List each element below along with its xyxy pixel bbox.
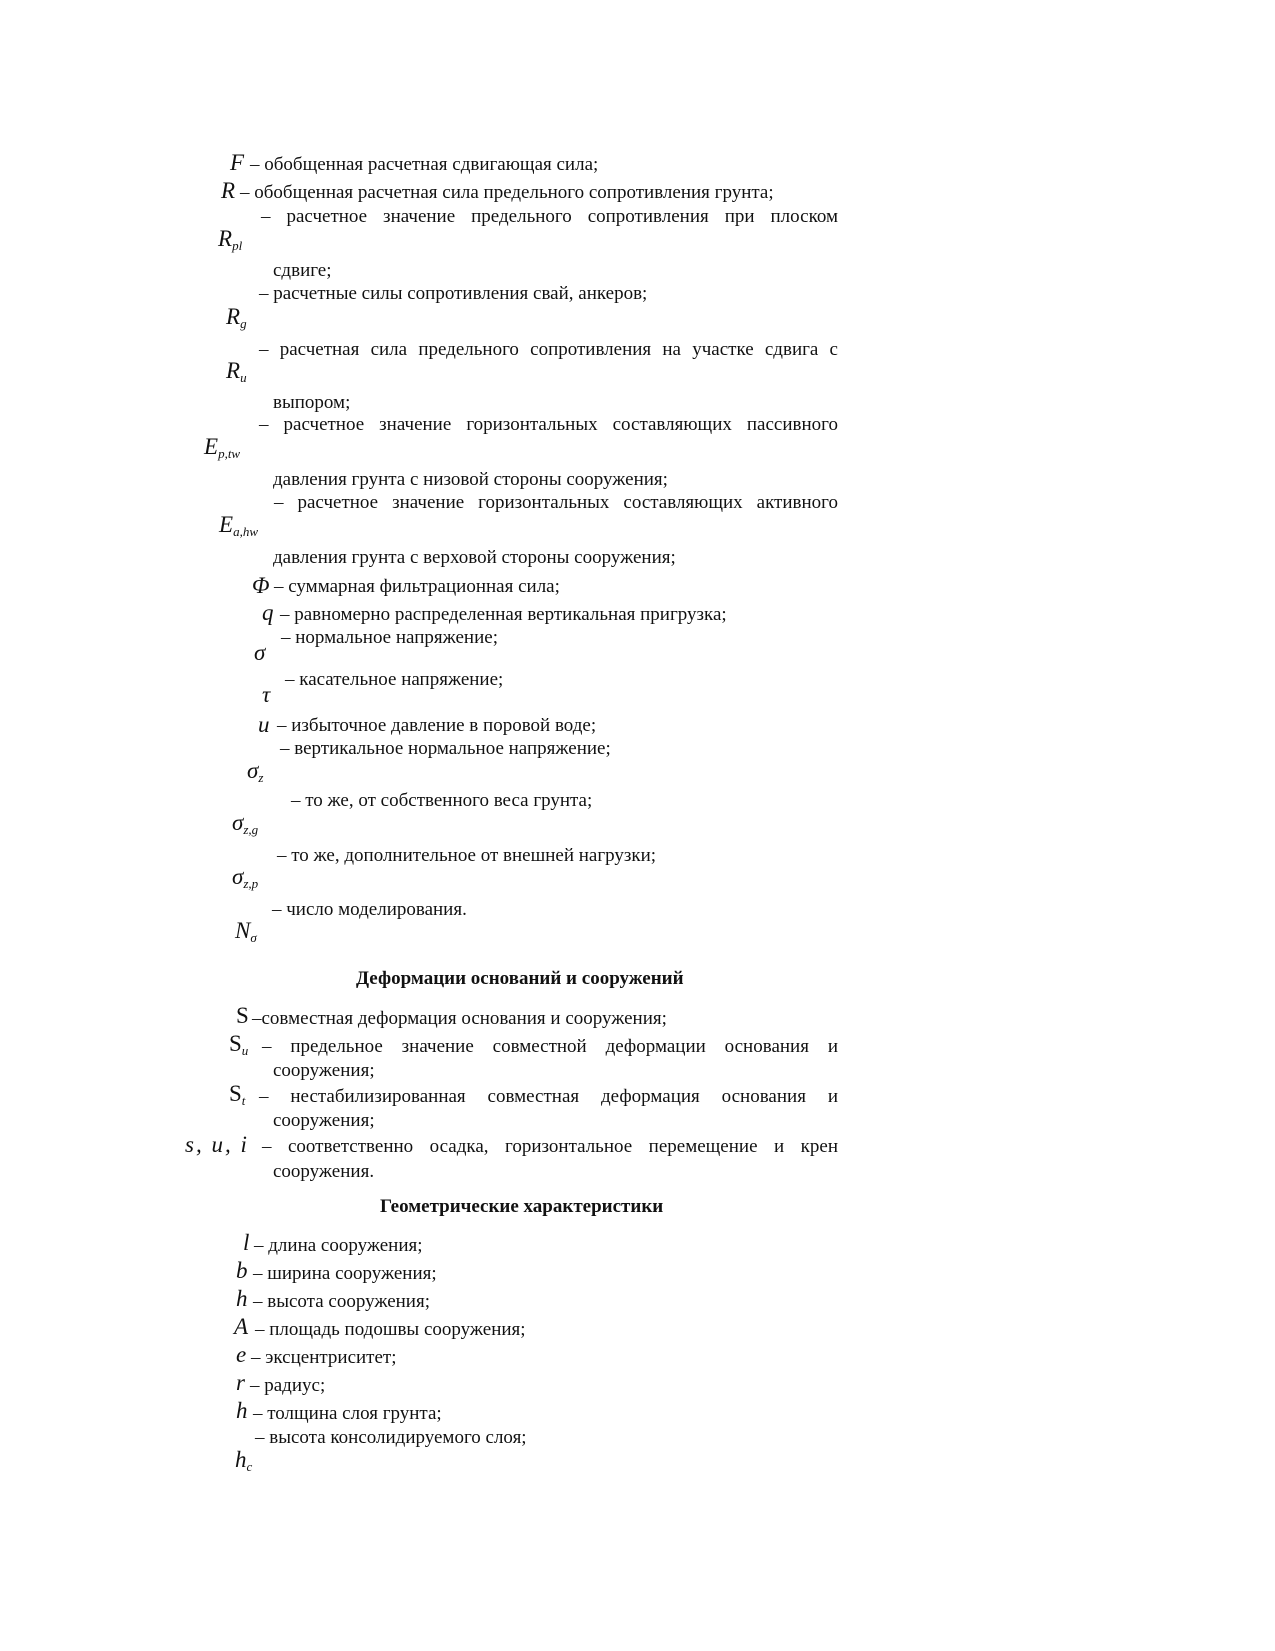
def-Eahw-line2: давления грунта с верховой стороны сооружения; (273, 547, 676, 568)
def-tau: – касательное напряжение; (285, 669, 504, 690)
def-u: – избыточное давление в поровой воде; (277, 715, 597, 736)
symbol-h-layer: h (236, 1398, 248, 1423)
def-St-line1: – нестабилизированная совместная деформация основания и (259, 1086, 838, 1107)
symbol-R: R (221, 178, 236, 203)
def-Rpl-line1: – расчетное значение предельного сопротивления при плоском (261, 206, 838, 227)
symbol-u: u (258, 712, 270, 737)
symbol-hc: $h_c$ (235, 1447, 253, 1474)
def-Rg: – расчетные силы сопротивления свай, анкеров; (259, 283, 648, 304)
symbol-h: h (236, 1286, 248, 1311)
symbol-l: l (243, 1230, 250, 1255)
symbol-Ru: $R_u$ (226, 358, 247, 385)
def-sigmazg: – то же, от собственного веса грунта; (291, 790, 593, 811)
symbol-b: b (236, 1258, 248, 1283)
def-Ru-line2: выпором; (273, 392, 351, 413)
section-heading-geometry: Геометрические характеристики (380, 1196, 664, 1217)
def-Rpl-line2: сдвиге; (273, 260, 332, 281)
def-A: – площадь подошвы сооружения; (255, 1319, 526, 1340)
symbol-Eahw: $E_{a,hw}$ (219, 512, 258, 539)
symbol-Nsigma: $N_\sigma$ (235, 918, 257, 945)
def-sui-line2: сооружения. (273, 1161, 375, 1182)
def-Eahw-line1: – расчетное значение горизонтальных составляющих активного (274, 492, 838, 513)
symbol-Su: $S_u$ (229, 1031, 249, 1058)
def-F: – обобщенная расчетная сдвигающая сила; (250, 154, 599, 175)
def-Su-line1: – предельное значение совместной деформации основания и (262, 1036, 838, 1057)
def-e: – эксцентриситет; (251, 1347, 397, 1368)
symbol-sigmazp: $\sigma_{z,p}$ (232, 864, 259, 891)
symbol-r: r (236, 1370, 245, 1395)
symbol-q: q (262, 600, 274, 625)
symbol-St: $S_t$ (229, 1081, 246, 1108)
def-Nsigma: – число моделирования. (272, 899, 467, 920)
symbol-F: F (230, 150, 245, 175)
def-sigmaz: – вертикальное нормальное напряжение; (280, 738, 611, 759)
section-heading-deformations: Деформации оснований и сооружений (356, 968, 684, 989)
def-sigmazp: – то же, дополнительное от внешней нагрузки; (277, 845, 657, 866)
symbol-S: S (236, 1003, 249, 1028)
def-Su-line2: сооружения; (273, 1060, 375, 1081)
def-S: –совместная деформация основания и сооружения; (252, 1008, 667, 1029)
symbol-Rg: $R_g$ (226, 304, 247, 331)
def-q: – равномерно распределенная вертикальная пригрузка; (280, 604, 727, 625)
symbol-sigmaz: $\sigma_z$ (247, 758, 264, 785)
def-Eptw-line1: – расчетное значение горизонтальных составляющих пассивного (259, 414, 838, 435)
symbol-s-u-i: s, u, i (185, 1132, 249, 1157)
symbol-Eptw: $E_{p,tw}$ (204, 434, 241, 461)
def-l: – длина сооружения; (254, 1235, 423, 1256)
symbol-Phi: Φ (252, 573, 270, 598)
symbol-tau: τ (262, 682, 271, 707)
symbol-Rpl: $R_{pl}$ (218, 226, 243, 253)
def-Eptw-line2: давления грунта с низовой стороны сооружения; (273, 469, 668, 490)
symbol-sigma: σ (254, 640, 266, 665)
def-r: – радиус; (250, 1375, 326, 1396)
symbol-e: e (236, 1342, 247, 1367)
def-Phi: – суммарная фильтрационная сила; (274, 576, 560, 597)
symbol-A: A (234, 1314, 249, 1339)
def-h-layer: – толщина слоя грунта; (253, 1403, 442, 1424)
def-sui-line1: – соответственно осадка, горизонтальное перемещение и крен (262, 1136, 838, 1157)
def-hc: – высота консолидируемого слоя; (255, 1427, 527, 1448)
def-R: – обобщенная расчетная сила предельного сопротивления грунта; (240, 182, 774, 203)
def-Ru-line1: – расчетная сила предельного сопротивления на участке сдвига с (259, 339, 838, 360)
def-h: – высота сооружения; (253, 1291, 430, 1312)
symbol-sigmazg: $\sigma_{z,g}$ (232, 810, 259, 837)
def-St-line2: сооружения; (273, 1110, 375, 1131)
def-sigma: – нормальное напряжение; (281, 627, 498, 648)
def-b: – ширина сооружения; (253, 1263, 437, 1284)
